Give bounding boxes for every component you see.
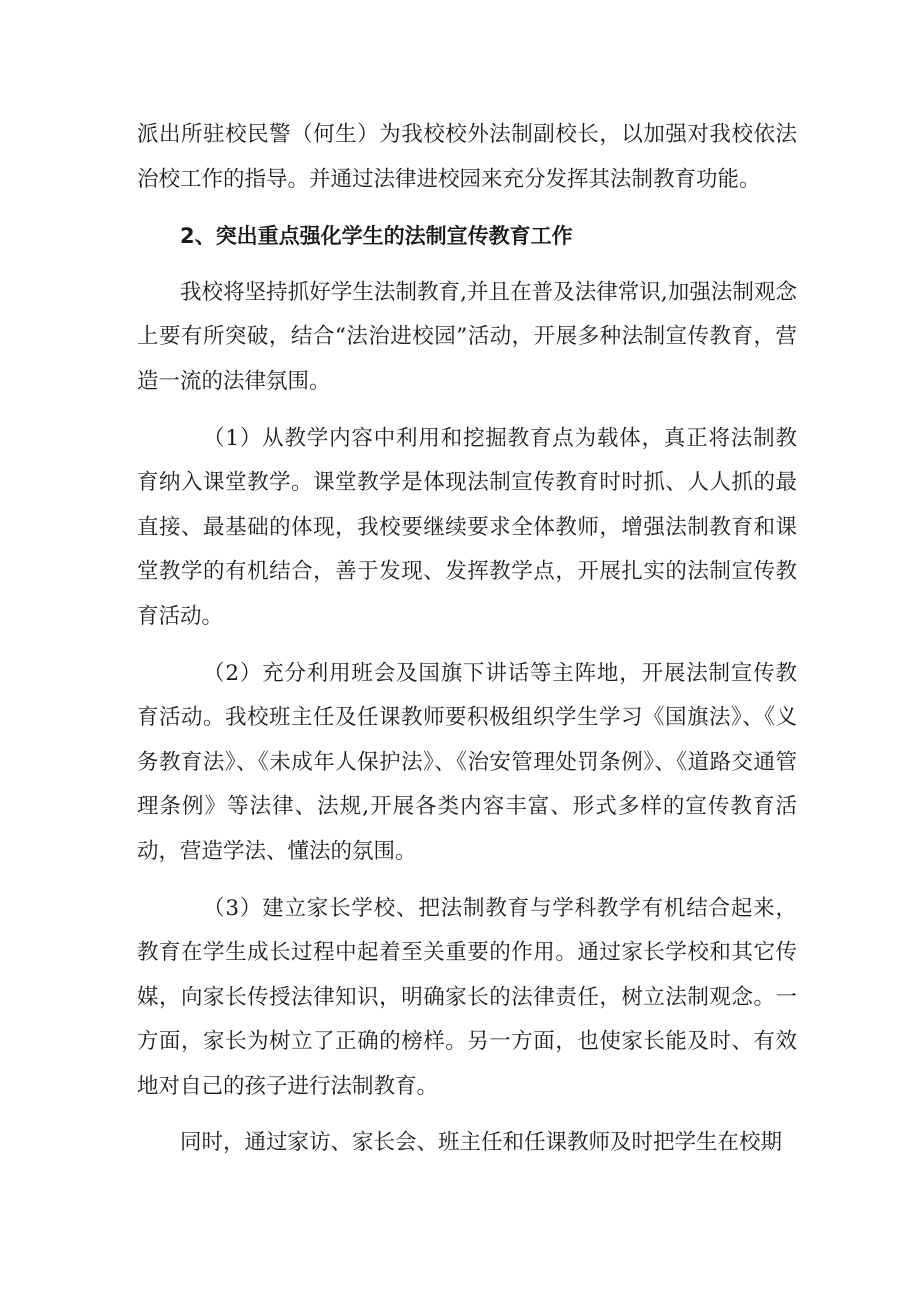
section-heading-2: 2、突出重点强化学生的法制宣传教育工作 <box>180 224 573 249</box>
list-item-2: （2）充分利用班会及国旗下讲话等主阵地，开展法制宣传教育活动。我校班主任及任课教师要积极组织学生学习《国旗法》、《义务教育法》、《未成年人保护法》、《治安管理处罚条例》、《道路交通管理条例》等法律、法规,开展各类内容丰富、形式多样的宣传教育活动，营造学法、懂法的氛围。 <box>137 660 797 864</box>
document-body <box>137 113 797 1166</box>
paragraph-legal-education: 我校将坚持抓好学生法制教育,并且在普及法律常识,加强法制观念上要有所突破，结合“法治进校园”活动，开展多种法制宣传教育，营造一流的法律氛围。 <box>137 279 797 394</box>
paragraph-school-police: 派出所驻校民警（何生）为我校校外法制副校长，以加强对我校依法治校工作的指导。并通过法律进校园来充分发挥其法制教育功能。 <box>137 122 797 192</box>
list-item-3: （3）建立家长学校、把法制教育与学科教学有机结合起来，教育在学生成长过程中起着至关重要的作用。通过家长学校和其它传媒，向家长传授法律知识，明确家长的法律责任，树立法制观念。一方面，家长为树立了正确的榜样。另一方面，也使家长能及时、有效地对自己的孩子进行法制教育。 <box>137 895 797 1099</box>
paragraph-home-visits: 同时，通过家访、家长会、班主任和任课教师及时把学生在校期 <box>180 1130 783 1156</box>
list-item-1: （1）从教学内容中利用和挖掘教育点为载体，真正将法制教育纳入课堂教学。课堂教学是体现法制宣传教育时时抓、人人抓的最直接、最基础的体现，我校要继续要求全体教师，增强法制教育和课堂教学的有机结合，善于发现、发挥教学点，开展扎实的法制宣传教育活动。 <box>137 425 797 629</box>
